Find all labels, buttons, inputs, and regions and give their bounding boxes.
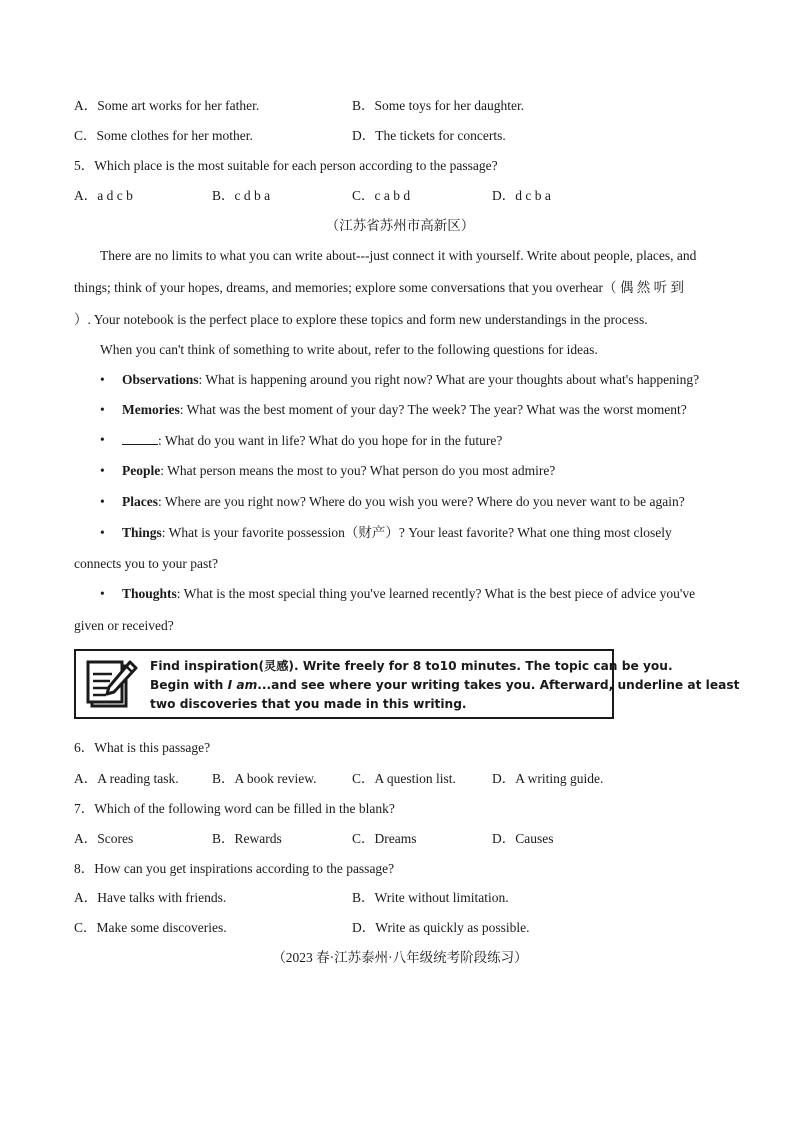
bullet-things-continued: connects you to your past? (74, 556, 218, 571)
q4-option-a: A．Some art works for her father. (74, 98, 260, 113)
q8-option-a: A．Have talks with friends. (74, 890, 227, 905)
bullet-term: Observations (122, 372, 199, 387)
q7-option-b: B．Rewards (212, 831, 282, 846)
bullet-text: : What is the most special thing you've learned recently? What is the best piece of advice you've (176, 586, 696, 601)
bullet-things (122, 525, 672, 541)
inspiration-line-3: two discoveries that you made in this writing. (150, 697, 467, 711)
q6-option-d: D．A writing guide. (492, 771, 604, 786)
q8-question: 8．How can you get inspirations according to the passage? (74, 861, 395, 876)
q5-question: 5．Which place is the most suitable for each person according to the passage? (74, 158, 498, 173)
bullet-mark: • (100, 432, 105, 447)
bullet-text: : What was the best moment of your day? The week? The year? What was the worst moment? (179, 402, 687, 417)
inspiration-line-1: Find inspiration(灵感). Write freely for 8 to10 minutes. The topic can be you. (150, 659, 673, 673)
inspiration-line-2-end: ...and see where your writing takes you. Afterward, underline at least (257, 678, 740, 692)
bullet-mark: • (100, 494, 105, 509)
inspiration-box (74, 649, 740, 719)
bullet-term: People (122, 463, 161, 478)
passage-p1-line1: There are no limits to what you can write about---just connect it with yourself. Write about people, places, and (100, 248, 697, 263)
q4-option-b: B．Some toys for her daughter. (352, 98, 525, 113)
q8-option-b: B．Write without limitation. (352, 890, 509, 905)
q8-option-c: C．Make some discoveries. (74, 920, 227, 935)
source-label: （江苏省苏州市高新区） (325, 218, 475, 233)
q6-question: 6．What is this passage? (74, 740, 211, 755)
bullet-mark: • (100, 525, 105, 540)
source-label: （2023 春·江苏泰州·八年级统考阶段练习） (272, 950, 528, 965)
bullet-thoughts-continued: given or received? (74, 618, 174, 633)
q6-option-a: A．A reading task. (74, 771, 179, 786)
inspiration-line-2-italic: I am (227, 678, 258, 692)
passage-p1-line3: ）. Your notebook is the perfect place to explore these topics and form new understandings in the process. (74, 312, 648, 327)
q7-option-d: D．Causes (492, 831, 554, 846)
q7-option-a: A．Scores (74, 831, 134, 846)
bullet-memories (122, 402, 687, 418)
q8-option-d: D．Write as quickly as possible. (352, 920, 530, 935)
bullet-text: : What is happening around you right now? What are your thoughts about what's happening? (198, 372, 700, 387)
bullet-term: Things (122, 525, 162, 540)
q6-option-b: B．A book review. (212, 771, 317, 786)
bullet-places (122, 494, 685, 510)
bullet-text: : What person means the most to you? What person do you most admire? (160, 463, 556, 478)
bullet-text: : What do you want in life? What do you hope for in the future? (158, 433, 503, 448)
bullet-blank (122, 432, 502, 449)
bullet-thoughts (122, 586, 695, 602)
bullet-mark: • (100, 586, 105, 601)
bullet-text: : What is your favorite possession（财产）? Your least favorite? What one thing most closely (161, 525, 672, 540)
bullet-mark: • (100, 402, 105, 417)
bullet-term: Places (122, 494, 158, 509)
bullet-term: Memories (122, 402, 180, 417)
bullet-observations (122, 372, 699, 388)
q4-option-c: C．Some clothes for her mother. (74, 128, 253, 143)
inspiration-line-2 (150, 676, 740, 695)
fill-in-blank (122, 432, 158, 445)
q5-option-c: C．c a b d (352, 188, 411, 203)
passage-p2: When you can't think of something to write about, refer to the following questions for ideas. (100, 342, 598, 357)
inspiration-line-2-start: Begin with (150, 678, 228, 692)
inspiration-text (150, 657, 740, 714)
bullet-mark: • (100, 372, 105, 387)
bullet-mark: • (100, 463, 105, 478)
bullet-text: : Where are you right now? Where do you wish you were? Where do you never want to be again? (158, 494, 685, 509)
notebook-pen-icon (82, 656, 138, 712)
q6-option-c: C．A question list. (352, 771, 456, 786)
q5-option-a: A．a d c b (74, 188, 133, 203)
q7-option-c: C．Dreams (352, 831, 417, 846)
passage-p1-line2: things; think of your hopes, dreams, and memories; explore some conversations that you overhear（ 偶 然 听 到 (74, 280, 684, 295)
q5-option-b: B．c d b a (212, 188, 271, 203)
q5-option-d: D．d c b a (492, 188, 551, 203)
bullet-people (122, 463, 555, 479)
q7-question: 7．Which of the following word can be filled in the blank? (74, 801, 395, 816)
q4-option-d: D．The tickets for concerts. (352, 128, 506, 143)
bullet-term: Thoughts (122, 586, 177, 601)
